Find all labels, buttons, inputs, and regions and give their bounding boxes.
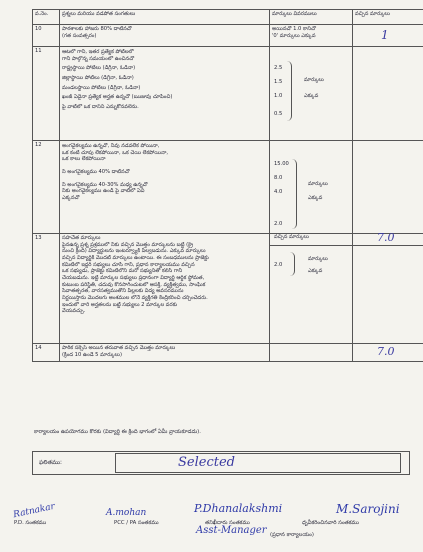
signature-pcc: A.mohan xyxy=(106,508,147,518)
row-marks-given xyxy=(353,47,423,141)
signature-label-inspector: తనిఖీదారు సంతకము xyxy=(205,520,250,526)
row-question: పాఠశాలకు హాజరు 80% దాటినచో (గత సంవత్సరం) xyxy=(60,25,270,47)
row-marks-given: 1 xyxy=(353,25,423,47)
brace xyxy=(290,252,295,276)
row-question: సహచేత మార్కులు పైనఉన్న ప్రశ్న ప్రశ్రములో నీకు వచ్చిన మొత్తం మార్కులను బట్టి (క్రై నుంచి క్రింది) విద్యార్థులను ఇంటర్వ్యూకి పిల్వబడును. ఎక్కువ మార్కులు వచ్చిన విద్యార్థికి మొదటి మార్కులు ఉంటాయి. ఈ సంబధములను ప్రాజెక్టు కమిటీలో ఇద్దరి సభ్యులు చూసి గానీ, ప్రధాన కార్యాలయము వచ్చిన ఒక సభ్యుడు, ప్రాజెక్టు కమిటీలోని మరో సభ్యునితో కలిసి గానీ చేయబడును. ఇట్టి మార్కుల సభ్యులు ప్రధానంగా విద్యార్థి ఆర్థిక స్థోమత, కుటుంబ పరిస్థితి, చదువు కొనసాగించుటలో ఆసక్తి, వ్యక్తిత్వము, సాంఘిక సేవాతత్పరత, వారసత్వముతోని పిల్లలకు విద్య అవసరమును నిర్ణయిస్తాను మొదలగు అంశముల లోనే వ్యక్తిగతి కేంద్రీకరించి చర్చించెదరు. ఇందులో వారి అర్హతలను బట్టి సభ్యులు 2 మార్కుల వరకు వేయవచ్చు. xyxy=(60,234,270,344)
header-marks-given: వచ్చిన మార్కులు xyxy=(353,10,423,25)
header-marks-detail: మార్కులు వివరములు xyxy=(270,10,353,25)
row-marks-given xyxy=(353,141,423,234)
head-office-label: (ప్రధాన కార్యాలయం) xyxy=(270,532,314,538)
row-marks-given: 7.0 xyxy=(353,234,423,344)
row-marks-detail: 2.5 1.5 1.0 0.5 మార్కులు ఎక్కువ xyxy=(270,47,353,141)
signature-inspector: P.Dhanalakshmi xyxy=(194,502,283,515)
header-question: ప్రశ్నలు మరియు వడపోత సంగతులు xyxy=(60,10,270,25)
result-label: ఫలితము: xyxy=(39,460,62,466)
signature-label-verifier: ధృవీకరించినవారి సంతకము xyxy=(302,520,359,526)
signature-verifier: M.Sarojini xyxy=(336,502,400,516)
row-marks-detail: వచ్చిన మార్కులు 2.0 మార్కులు ఎక్కువ xyxy=(270,234,353,344)
row-question: ఆటలో గానీ, ఇతర ప్రత్యేక పోటీలలో గానీ పాల్గొన్న సమయంలో ఉంచినచో రాష్ట్రస్థాయి పోటీలు (డిగ్రీనా, ఓడినా) జిల్లాస్థాయి పోటీలు (డిగ్రీనా, ఓడినా) మండలస్థాయి పోటీలు (డిగ్రీనా, ఓడినా) ఖంజ్ ఏదైనా ప్రత్యేక అర్హత ఉన్నచో (ఋజువు చూపించి) పై వాటిలో ఒక దానిని ఎన్నుకోనవలెను. xyxy=(60,47,270,141)
signature-asst-manager: Asst-Manager xyxy=(196,525,267,536)
row-no: 11 xyxy=(33,47,60,141)
result-value-box xyxy=(115,453,401,473)
signature-pd: Ratnakar xyxy=(12,501,56,521)
row-no: 10 xyxy=(33,25,60,47)
row-no: 14 xyxy=(33,344,60,362)
row-question: అంగవైకల్యము ఉన్నచో, నీవు నడవలేక పోయినా, ఒక కంటి చూపు లేకపోయినా, ఒక చెయి లేకపోయినా, ఒక కాలు లేకపోయినా నీ అంగవైకల్యము 40% దాటినచో నీ అంగవైకల్యము 40-30% మధ్య ఉన్నచో నీకు అంగవైకల్యము ఉండి పై వాటిలో ఏవి ఎక్కనచో xyxy=(60,141,270,234)
row-marks-detail: అయినచో 1.0 కానిచో '0' మార్కులు ఎక్కువ xyxy=(270,25,353,47)
row-marks-given: 7.0 xyxy=(353,344,423,362)
result-box xyxy=(32,451,410,475)
marks-table xyxy=(32,9,423,362)
row-question: పాఠిక సక్సెస్ అయిన తరువాత వచ్చిన మొత్తం మార్కులు (క్రింద 10 ఉండే 5 మార్కులు) xyxy=(60,344,270,362)
result-value: Selected xyxy=(178,455,235,470)
office-use-note: కార్యాలయం ఉపయోగము కొరకు (విద్యార్థి ఈ క్రింది భాగంలో ఏమీ వ్రాయకూడదు). xyxy=(34,429,201,435)
row-marks-detail xyxy=(270,344,353,362)
header-no: వ.నెం. xyxy=(33,10,60,25)
row-no: 13 xyxy=(33,234,60,344)
row-no: 12 xyxy=(33,141,60,234)
row-marks-detail: 15.00 8.0 4.0 2.0 మార్కులు ఎక్కువ xyxy=(270,141,353,234)
signature-label-pd: P.D. సంతకము xyxy=(14,520,47,526)
brace xyxy=(292,159,297,229)
signature-label-pcc: PCC / PA సంతకము xyxy=(114,520,159,526)
brace xyxy=(287,61,292,121)
